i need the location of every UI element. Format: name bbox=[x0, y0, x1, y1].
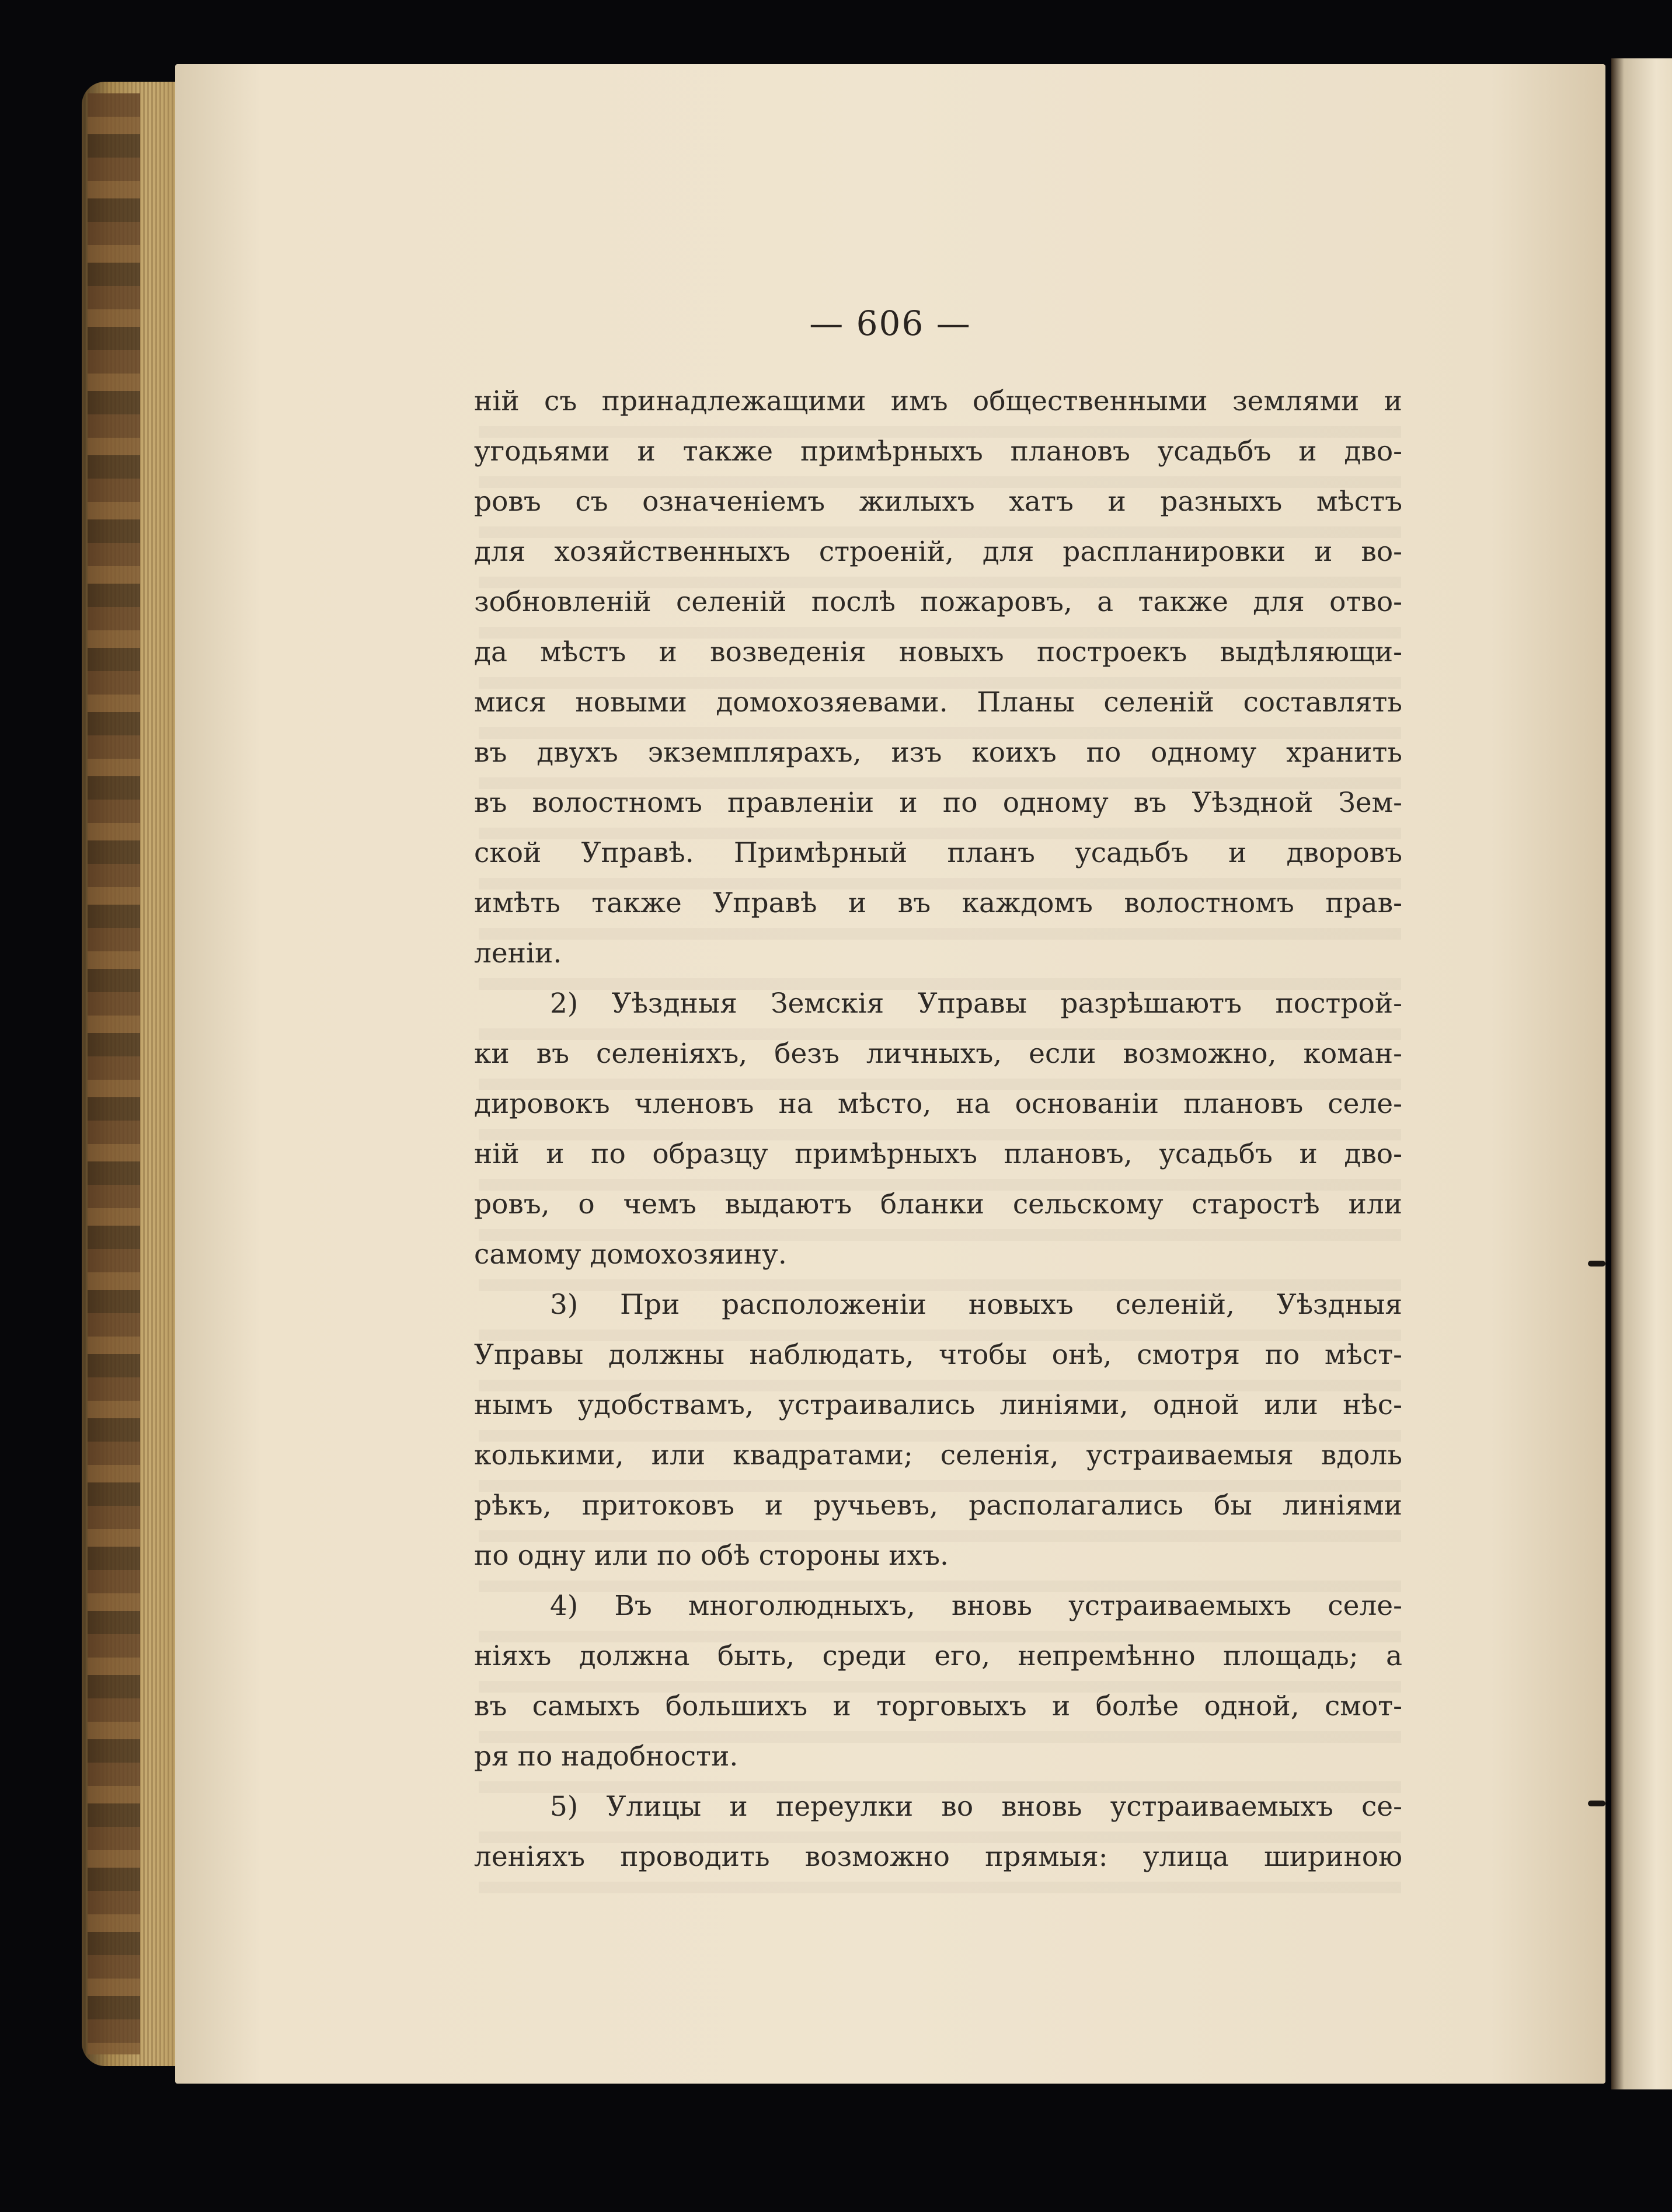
page-edge-mark bbox=[1588, 1261, 1605, 1267]
text-line: ровъ, о чемъ выдаютъ бланки сельскому старостѣ или bbox=[474, 1188, 1402, 1220]
book-spine-edge bbox=[88, 93, 140, 2054]
text-line: по одну или по обѣ стороны ихъ. bbox=[474, 1540, 949, 1572]
text-line: ній съ принадлежащими имъ общественными землями и bbox=[474, 385, 1402, 417]
text-line: мися новыми домохозяевами. Планы селеній составлять bbox=[474, 686, 1402, 718]
text-line: зобновленій селеній послѣ пожаровъ, а также для отво- bbox=[474, 586, 1402, 618]
page-number: — 606 — bbox=[809, 303, 971, 343]
text-line: 5) Улицы и переулки во вновь устраиваемыхъ се- bbox=[550, 1791, 1402, 1823]
text-line: ки въ селеніяхъ, безъ личныхъ, если возможно, коман- bbox=[474, 1038, 1402, 1070]
text-line: ровъ съ означеніемъ жилыхъ хатъ и разныхъ мѣстъ bbox=[474, 486, 1402, 518]
text-line: 4) Въ многолюдныхъ, вновь устраиваемыхъ селе- bbox=[550, 1590, 1402, 1622]
text-line: ній и по образцу примѣрныхъ плановъ, усадьбъ и дво- bbox=[474, 1138, 1402, 1170]
text-line: леніяхъ проводить возможно прямыя: улица шириною bbox=[474, 1841, 1402, 1873]
text-line: 2) Уѣздныя Земскія Управы разрѣшаютъ построй- bbox=[550, 988, 1402, 1020]
text-line: колькими, или квадратами; селенія, устраиваемыя вдоль bbox=[474, 1439, 1402, 1471]
text-line: для хозяйственныхъ строеній, для распланировки и во- bbox=[474, 536, 1402, 568]
text-line: въ двухъ экземплярахъ, изъ коихъ по одному хранить bbox=[474, 737, 1402, 769]
text-line: самому домохозяину. bbox=[474, 1238, 787, 1271]
text-line: ніяхъ должна быть, среди его, непремѣнно площадь; а bbox=[474, 1640, 1402, 1672]
text-line: ской Управѣ. Примѣрный планъ усадьбъ и дворовъ bbox=[474, 837, 1402, 869]
text-line: леніи. bbox=[474, 937, 562, 969]
text-line: да мѣстъ и возведенія новыхъ построекъ выдѣляющи- bbox=[474, 636, 1402, 668]
text-line: ря по надобности. bbox=[474, 1740, 739, 1773]
text-line: нымъ удобствамъ, устраивались линіями, одной или нѣс- bbox=[474, 1389, 1402, 1421]
text-line: имѣть также Управѣ и въ каждомъ волостномъ прав- bbox=[474, 887, 1402, 919]
text-line: 3) При расположеніи новыхъ селеній, Уѣздныя bbox=[550, 1289, 1402, 1321]
text-line: въ самыхъ большихъ и торговыхъ и болѣе одной, смот- bbox=[474, 1690, 1402, 1722]
page-edge-mark bbox=[1588, 1801, 1605, 1806]
text-line: угодьями и также примѣрныхъ плановъ усадьбъ и дво- bbox=[474, 435, 1402, 467]
text-line: рѣкъ, притоковъ и ручьевъ, располагались бы линіями bbox=[474, 1489, 1402, 1522]
text-line: въ волостномъ правленіи и по одному въ Уѣздной Зем- bbox=[474, 787, 1402, 819]
body-text bbox=[474, 376, 1402, 1882]
text-line: Управы должны наблюдать, чтобы онѣ, смотря по мѣст- bbox=[474, 1339, 1402, 1371]
text-line: дировокъ членовъ на мѣсто, на основаніи плановъ селе- bbox=[474, 1088, 1402, 1120]
facing-page-edge bbox=[1611, 58, 1672, 2089]
